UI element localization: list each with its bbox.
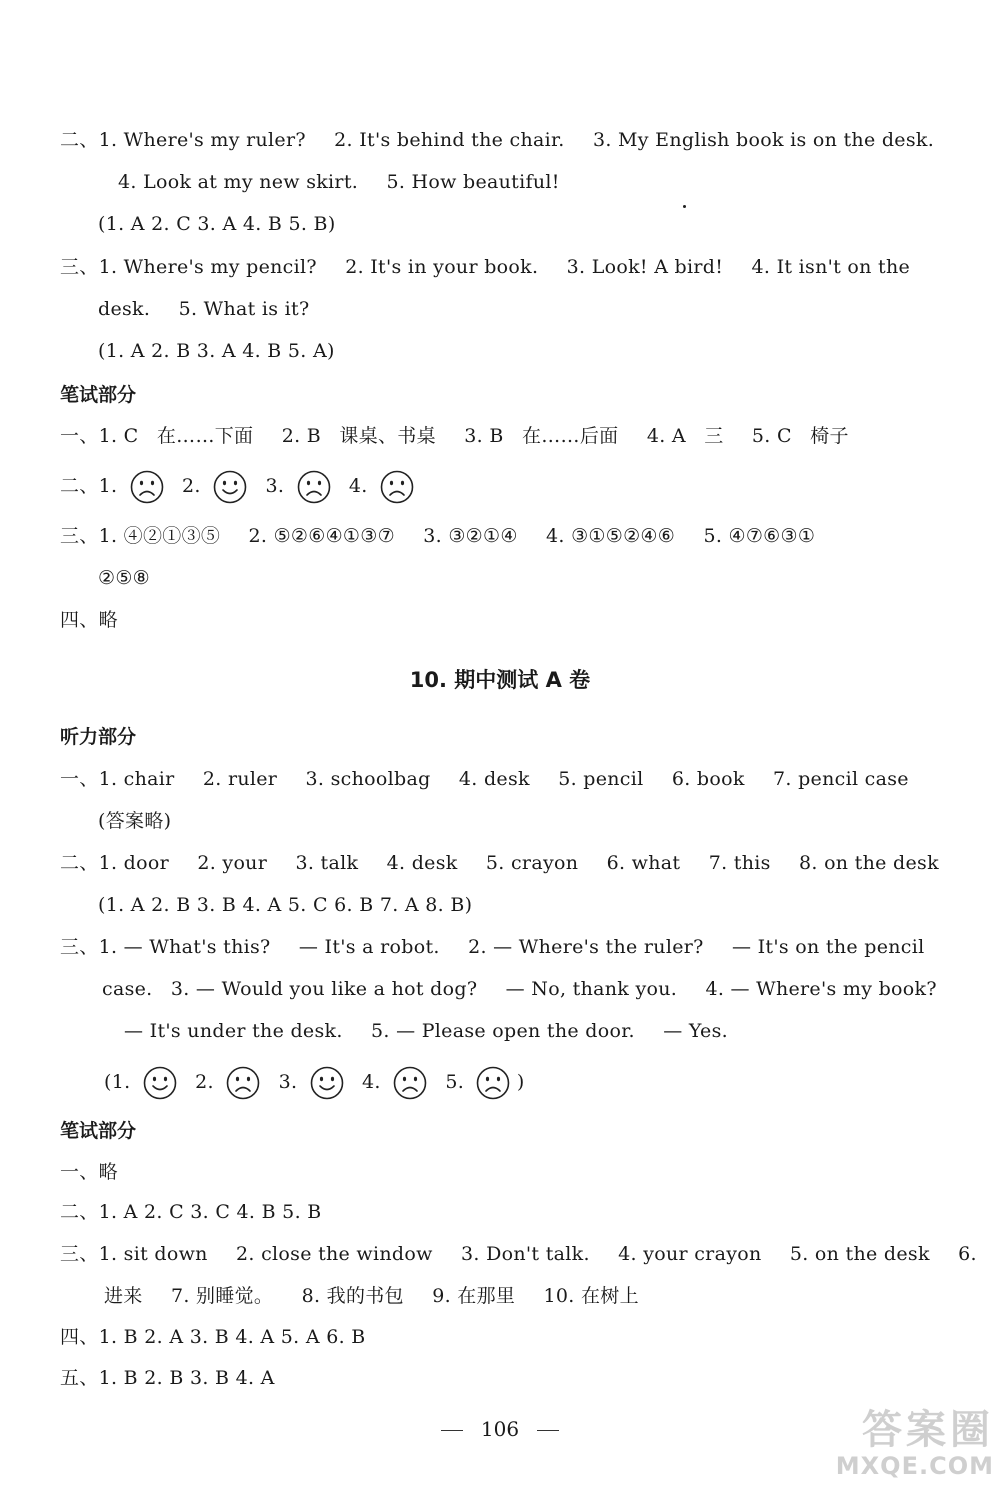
section-heading: 听力部分 (60, 726, 137, 748)
answer-line (104, 1284, 639, 1308)
answer-line (124, 1019, 728, 1043)
answer-item: 三 (704, 425, 724, 447)
answer-item: 4. desk (458, 768, 530, 790)
answer-item: 三、1. ④②①③⑤ (60, 525, 221, 547)
answer-item: 2. ⑤②⑥④①③⑦ (248, 525, 395, 547)
answer-label: (1. (104, 1071, 131, 1093)
section-title: 10. 期中测试 A 卷 (409, 668, 591, 692)
answer-item: 三、1. Where's my pencil? (60, 256, 317, 278)
answer-line: (答案略) (98, 810, 172, 832)
section-heading: 笔试部分 (60, 384, 137, 406)
face-answer-line (60, 470, 414, 504)
happy-face-icon (213, 470, 247, 504)
answer-item: — It's under the desk. (124, 1020, 343, 1042)
answer-label: ) (516, 1071, 525, 1093)
answer-line (60, 255, 910, 279)
answer-label: 二、1. (60, 475, 118, 497)
answer-line (60, 128, 934, 152)
answer-item: 7. 别睡觉。 (170, 1285, 274, 1307)
answer-line: 五、1. B 2. B 3. B 4. A (60, 1367, 275, 1389)
answer-item: 6. (958, 1243, 977, 1265)
stray-dot (683, 205, 686, 208)
answer-item: 二、1. Where's my ruler? (60, 129, 306, 151)
answer-item: 3. My English book is on the desk. (592, 129, 935, 151)
answer-item: 三、1. — What's this? (60, 936, 271, 958)
answer-item: 2. — Where's the ruler? (468, 936, 704, 958)
answer-item: 3. talk (295, 852, 359, 874)
answer-item: 10. 在树上 (543, 1285, 639, 1307)
answer-item: 8. 我的书包 (301, 1285, 404, 1307)
answer-line: 四、略 (60, 609, 118, 631)
answer-item: 5. — Please open the door. (371, 1020, 635, 1042)
answer-label: 4. (361, 1071, 381, 1093)
answer-item: — No, thank you. (505, 978, 678, 1000)
answer-item: 一、1. C (60, 425, 139, 447)
sad-face-icon (393, 1066, 427, 1100)
answer-line (60, 424, 849, 448)
answer-item: 3. Don't talk. (461, 1243, 590, 1265)
answer-item: 3. Look! A bird! (566, 256, 724, 278)
answer-item: 5. pencil (558, 768, 644, 790)
answer-item: 7. this (708, 852, 771, 874)
answer-item: 一、1. chair (60, 768, 175, 790)
answer-item: 3. B (464, 425, 504, 447)
answer-item: 在……后面 (521, 425, 619, 447)
sad-face-icon (226, 1066, 260, 1100)
answer-item: 二、1. door (60, 852, 169, 874)
answer-line (98, 297, 309, 321)
answer-item: 2. close the window (236, 1243, 433, 1265)
answer-item: 4. — Where's my book? (705, 978, 937, 1000)
answer-item: 7. pencil case (773, 768, 909, 790)
answer-item: 在……下面 (156, 425, 254, 447)
answer-label: 3. (265, 475, 285, 497)
answer-line (102, 977, 937, 1001)
watermark-title: 答案圈 (862, 1407, 994, 1453)
answer-key: (1. A 2. B 3. A 4. B 5. A) (98, 340, 335, 362)
answer-item: 4. A (646, 425, 686, 447)
answer-item: 椅子 (810, 425, 849, 447)
answer-item: 5. How beautiful! (386, 171, 560, 193)
section-heading: 笔试部分 (60, 1120, 137, 1142)
page-number-value: 106 (480, 1417, 520, 1441)
answer-item: 3. — Would you like a hot dog? (170, 978, 478, 1000)
answer-label: 2. (195, 1071, 214, 1093)
answer-item: 4. Look at my new skirt. (118, 171, 359, 193)
answer-item: 3. schoolbag (305, 768, 431, 790)
answer-item: 4. It isn't on the (751, 256, 911, 278)
answer-item: 2. B (281, 425, 322, 447)
sad-face-icon (476, 1066, 510, 1100)
answer-item: 2. It's behind the chair. (334, 129, 565, 151)
answer-line: 二、1. A 2. C 3. C 4. B 5. B (60, 1201, 322, 1223)
answer-key: (1. A 2. C 3. A 4. B 5. B) (98, 213, 336, 235)
answer-item: 课桌、书桌 (339, 425, 436, 447)
answer-line (60, 1242, 977, 1266)
answer-item: 5. ④⑦⑥③① (703, 525, 816, 547)
watermark-site: MXQE.COM (835, 1452, 994, 1480)
answer-line (60, 767, 909, 791)
page-number-dash (441, 1430, 463, 1431)
answer-item: 2. It's in your book. (345, 256, 539, 278)
answer-item: case. (102, 978, 153, 1000)
sad-face-icon (130, 470, 164, 504)
answer-item: 进来 (104, 1285, 143, 1307)
answer-line: ②⑤⑧ (98, 567, 150, 589)
answer-label: 3. (278, 1071, 298, 1093)
answer-item: 4. ③①⑤②④⑥ (546, 525, 676, 547)
answer-item: — Yes. (663, 1020, 728, 1042)
face-answer-line (104, 1066, 525, 1100)
answer-line (118, 170, 560, 194)
answer-line (60, 851, 939, 875)
answer-line: 一、略 (60, 1161, 118, 1183)
answer-item: 2. your (197, 852, 268, 874)
happy-face-icon (310, 1066, 344, 1100)
answer-item: — It's on the pencil (731, 936, 925, 958)
answer-item: 6. what (606, 852, 681, 874)
answer-item: 3. ③②①④ (423, 525, 518, 547)
answer-item: 9. 在那里 (432, 1285, 516, 1307)
answer-label: 2. (182, 475, 201, 497)
answer-item: 6. book (671, 768, 745, 790)
answer-label: 5. (445, 1071, 465, 1093)
answer-item: 三、1. sit down (60, 1243, 208, 1265)
answer-item: 2. ruler (202, 768, 278, 790)
answer-item: desk. (98, 298, 151, 320)
answer-item: 5. What is it? (178, 298, 310, 320)
sad-face-icon (380, 470, 414, 504)
answer-line (60, 524, 815, 548)
answer-label: 4. (348, 475, 368, 497)
watermark-logo (836, 1408, 994, 1480)
answer-key: (1. A 2. B 3. B 4. A 5. C 6. B 7. A 8. B) (98, 894, 473, 916)
answer-item: 4. desk (386, 852, 458, 874)
answer-item: — It's a robot. (298, 936, 440, 958)
sad-face-icon (297, 470, 331, 504)
answer-item: 5. crayon (485, 852, 579, 874)
answer-line (60, 935, 924, 959)
answer-line: 四、1. B 2. A 3. B 4. A 5. A 6. B (60, 1326, 366, 1348)
answer-item: 5. C (751, 425, 792, 447)
answer-item: 5. on the desk (789, 1243, 930, 1265)
answer-item: 4. your crayon (618, 1243, 762, 1265)
happy-face-icon (143, 1066, 177, 1100)
answer-item: 8. on the desk (799, 852, 939, 874)
page-number-dash (537, 1430, 559, 1431)
